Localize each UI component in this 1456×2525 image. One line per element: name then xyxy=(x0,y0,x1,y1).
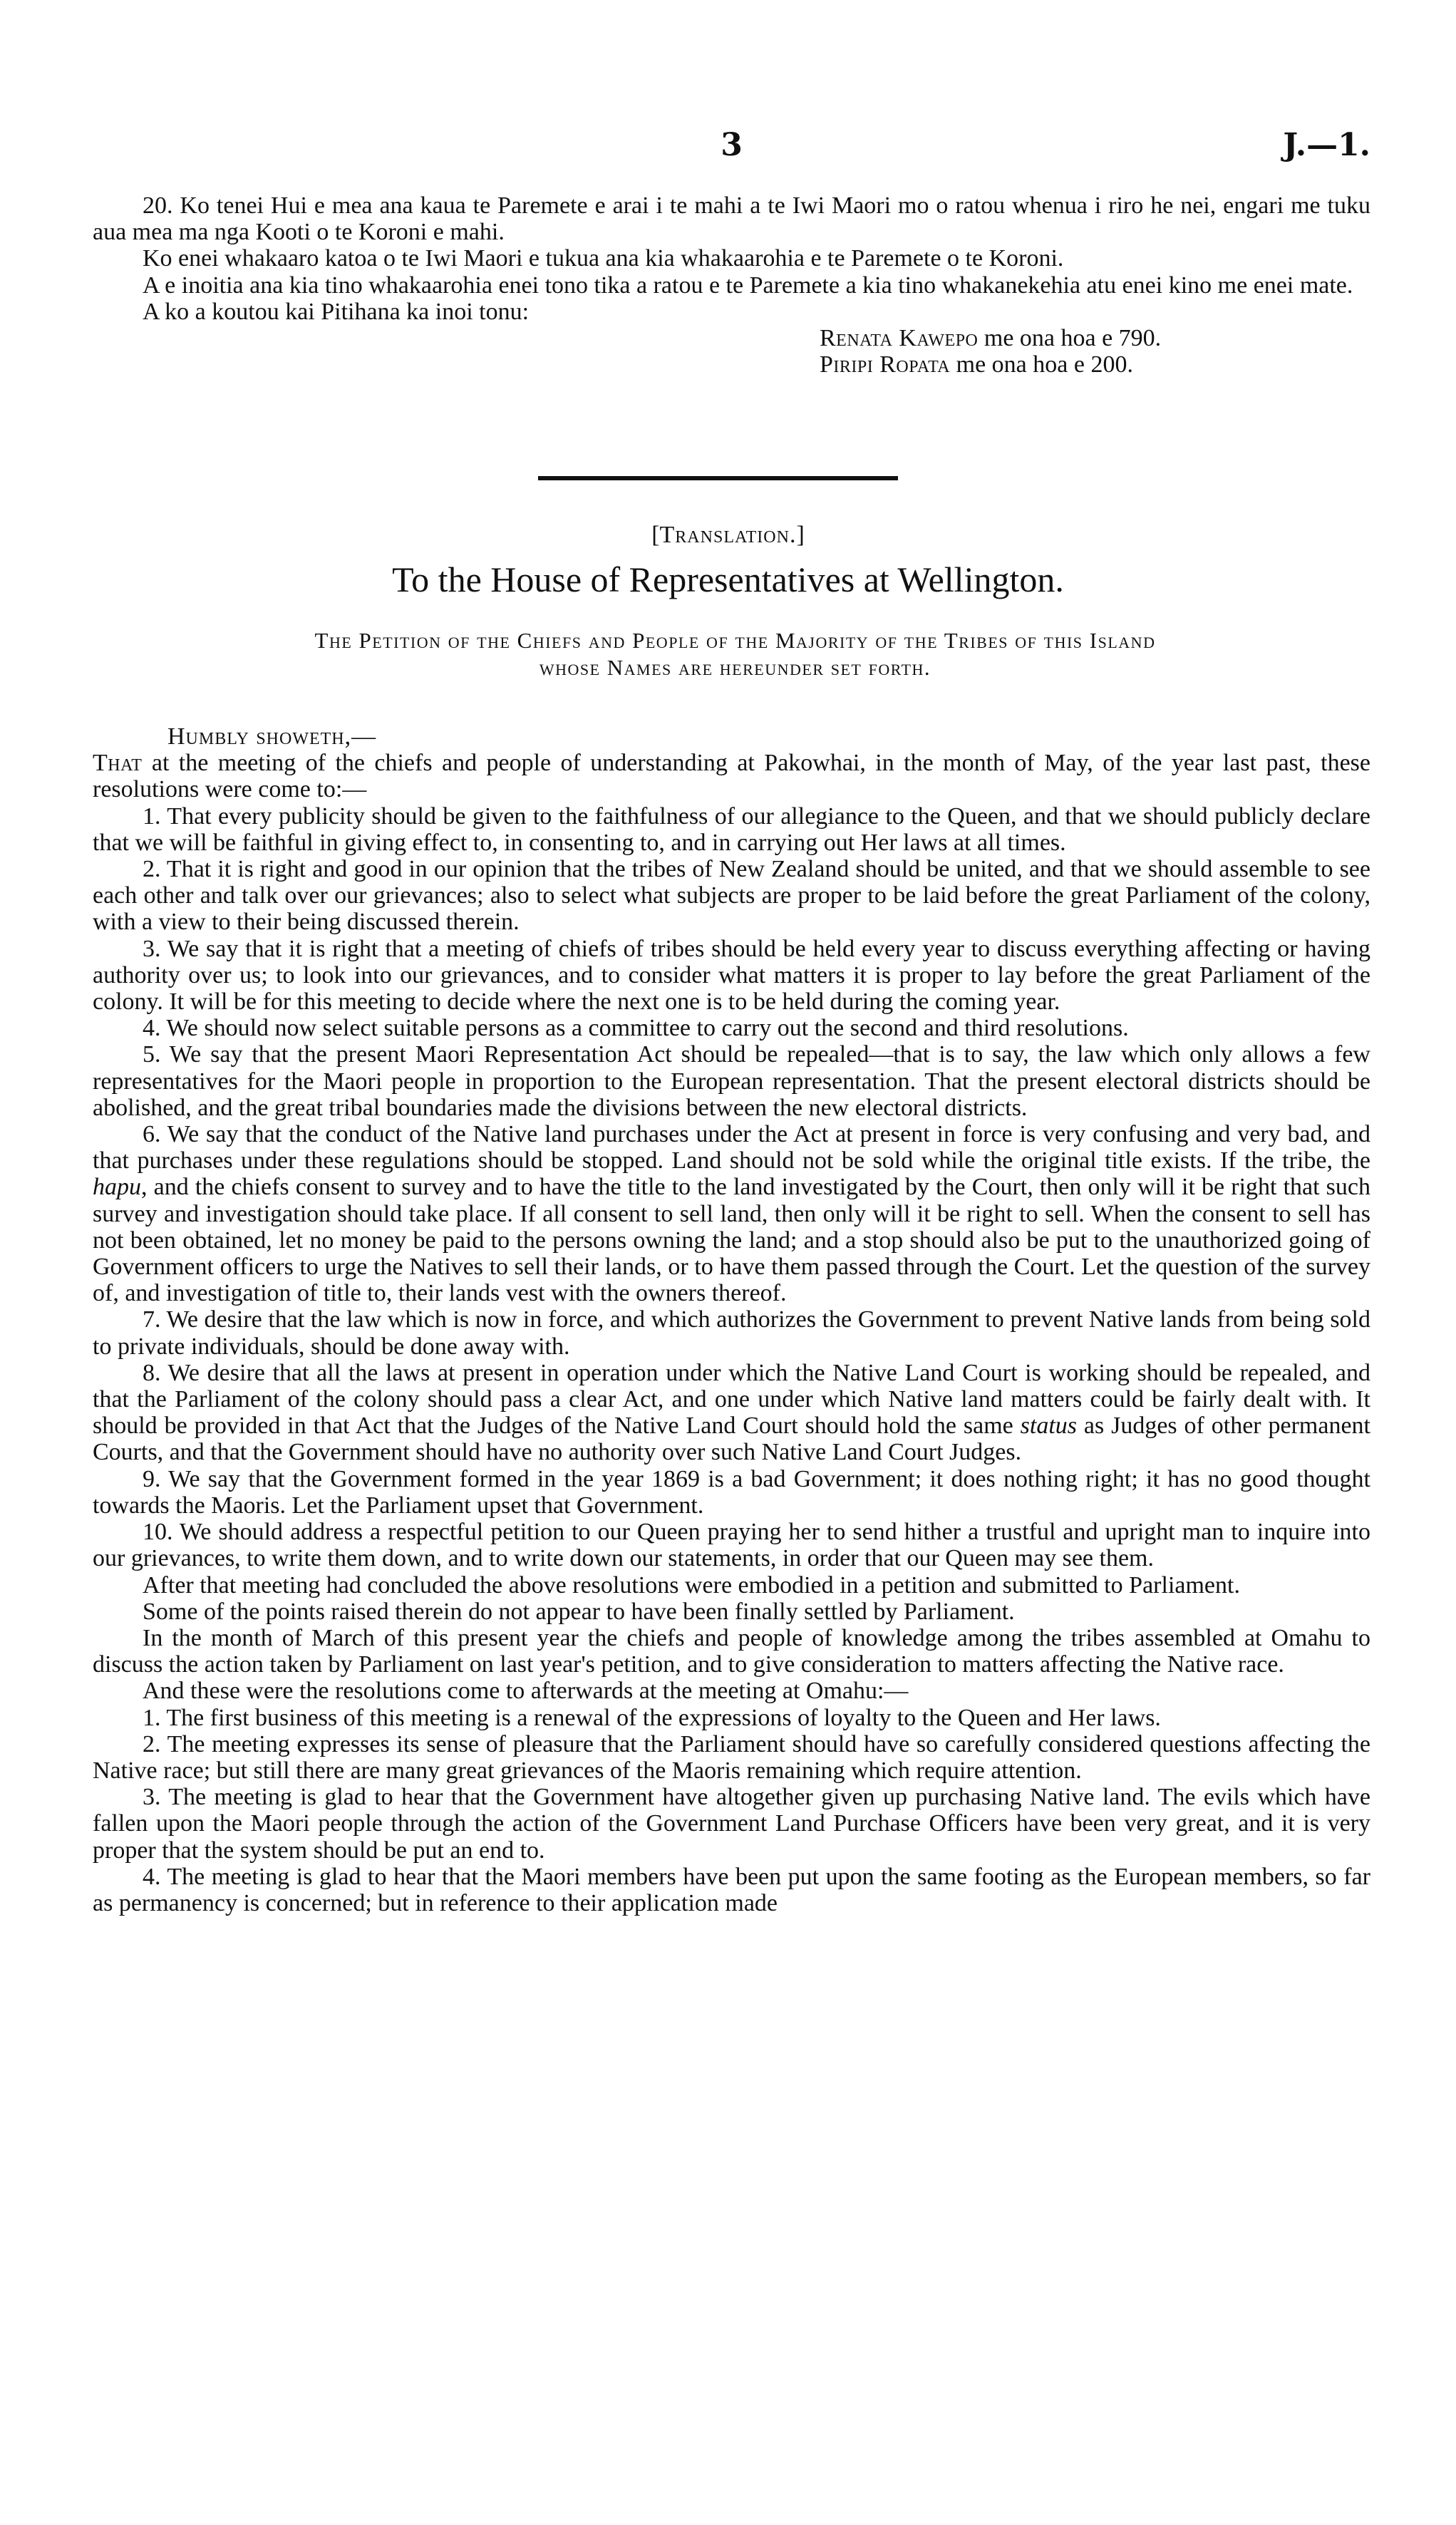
signatory-name: Renata Kawepo xyxy=(820,325,979,352)
omahu-resolution-paragraph: 2. The meeting expresses its sense of pleasure that the Parliament should have so carefully considered questions affecting the Native race; but still there are many great grievances of the Maoris remaining which require attention. xyxy=(93,1730,1370,1784)
petition-title: To the House of Representatives at Wellington. xyxy=(392,559,1064,599)
italic-term: status xyxy=(1020,1413,1078,1440)
maori-paragraph: 20. Ko tenei Hui e mea ana kaua te Paremete e arai i te mahi a te Iwi Maori mo o ratou whenua i riro he nei, engari me tuku aua mea ma nga Kooti o te Koroni e mahi. xyxy=(93,192,1370,246)
resolution-paragraph: 9. We say that the Government formed in the year 1869 is a bad Government; it does nothing right; it has no good thought towards the Maoris. Let the Parliament upset that Government. xyxy=(93,1465,1370,1519)
salutation: Humbly showeth,— xyxy=(167,723,377,750)
text-run: 6. We say that the conduct of the Native land purchases under the Act at present in force is very confusing and very bad, and that purchases under these regulations should be stopped. Land should not be sold while the original title exists. If the tribe, the xyxy=(93,1121,1370,1174)
page-number: 3 xyxy=(721,127,743,163)
resolution-paragraph: 3. We say that it is right that a meeting of chiefs of tribes should be held every year to discuss everything affecting or having authority over us; to look into our grievances, and to consider what matters it is proper to lay before the great Parliament of the colony. It will be for this meeting to decide where the next one is to be held during the coming year. xyxy=(93,935,1370,1016)
omahu-resolution-paragraph: 3. The meeting is glad to hear that the Government have altogether given up purchasing Native land. The evils which have fallen upon the Maori people through the action of the Government Land Purchase Officers have been very great, and it is very proper that the system should be put an end to. xyxy=(93,1784,1370,1864)
resolution-paragraph xyxy=(93,1360,1370,1466)
signatory-name: Piripi Ropata xyxy=(820,351,951,378)
translation-label xyxy=(0,522,1456,549)
maori-text-section xyxy=(93,192,1370,378)
section-divider xyxy=(538,476,898,480)
narrative-paragraph: In the month of March of this present year the chiefs and people of knowledge among the tribes assembled at Omahu to discuss the action taken by Parliament on last year's petition, and to give consideration to matters affecting the Native race. xyxy=(93,1624,1370,1678)
resolution-paragraph: 10. We should address a respectful petition to our Queen praying her to send hither a trustful and upright man to inquire into our grievances, to write them down, and to write down our statements, in order that our Queen may see them. xyxy=(93,1519,1370,1572)
opening-text: at the meeting of the chiefs and people of understanding at Pakowhai, in the month of May, of the year last past, these resolutions were come to:— xyxy=(93,750,1370,803)
omahu-resolution-paragraph: 4. The meeting is glad to hear that the Maori members have been put upon the same footing as the European members, so far as permanency is concerned; but in reference to their application made xyxy=(93,1863,1370,1916)
resolution-paragraph: 2. That it is right and good in our opinion that the tribes of New Zealand should be united, and that we should assemble to see each other and talk over our grievances; also to select what subjects are proper to be laid before the great Parliament of the colony, with a view to their being discussed therein. xyxy=(93,856,1370,936)
page-header xyxy=(93,127,1370,170)
text-run: as Judges of other permanent Courts, and that the Government should have no authority over such Native Land Court Judges. xyxy=(93,1413,1371,1466)
resolution-paragraph: 1. That every publicity should be given to the faithfulness of our allegiance to the Queen, and that we should publicly declare that we will be faithful in giving effect to, in consenting to, and in carrying out Her laws at all times. xyxy=(93,802,1370,856)
petition-subtitle xyxy=(100,627,1370,681)
signatory-rest: me ona hoa e 790. xyxy=(978,325,1162,352)
subtitle-line: whose Names are hereunder set forth. xyxy=(539,655,931,680)
maori-paragraph: A e inoitia ana kia tino whakaarohia enei tono tika a ratou e te Paremete a kia tino whakanekehia atu enei kino me enei mate. xyxy=(143,272,1353,299)
italic-term: hapu xyxy=(93,1174,141,1201)
document-reference: J.—1. xyxy=(1283,127,1370,163)
maori-paragraph: Ko enei whakaaro katoa o te Iwi Maori e tukua ana kia whakaarohia e te Paremete o te Koroni. xyxy=(143,245,1064,272)
signatory-rest: me ona hoa e 200. xyxy=(950,351,1133,378)
bracket-close: ] xyxy=(796,522,805,548)
resolution-paragraph xyxy=(93,1121,1370,1306)
opening-paragraph xyxy=(93,750,1370,802)
signature-line xyxy=(820,351,1370,378)
narrative-paragraph: Some of the points raised therein do not appear to have been finally settled by Parliament. xyxy=(143,1598,1015,1625)
maori-paragraph: A ko a koutou kai Pitihana ka inoi tonu: xyxy=(143,298,530,325)
narrative-paragraph: After that meeting had concluded the above resolutions were embodied in a petition and submitted to Parliament. xyxy=(143,1571,1240,1599)
resolution-paragraph: 7. We desire that the law which is now in force, and which authorizes the Government to prevent Native lands from being sold to private individuals, should be done away with. xyxy=(93,1306,1370,1360)
bracket-open: [ xyxy=(651,522,660,548)
narrative-paragraph: And these were the resolutions come to afterwards at the meeting at Omahu:— xyxy=(143,1678,909,1705)
resolution-paragraph: 4. We should now select suitable persons as a committee to carry out the second and third resolutions. xyxy=(143,1015,1129,1042)
translation-body xyxy=(93,723,1370,1916)
opening-word: That xyxy=(93,750,143,777)
text-run: , and the chiefs consent to survey and to have the title to the land investigated by the Court, then only will it be right that such survey and investigation should take place. If all consent to sell land, then only will it be right to sell. When the consent to sell has not been obtained, let no money be paid to the persons owning the land; and a stop should also be put to the unauthorized going of Government officers to urge the Natives to sell their lands, or to have them passed through the Court. Let the question of the survey of, and investigation of title to, their lands vest with the owners thereof. xyxy=(93,1174,1370,1307)
text-run: 8. We desire that all the laws at present in operation under which the Native Land Court is working should be repealed, and that the Parliament of the colony should pass a clear Act, and one under which Native land matters could be fairly dealt with. It should be provided in that Act that the Judges of the Native Land Court should hold the same xyxy=(93,1359,1370,1440)
translation-label-text: Translation. xyxy=(659,522,797,548)
resolution-paragraph: 5. We say that the present Maori Representation Act should be repealed—that is to say, the law which only allows a few representatives for the Maori people in proportion to the European representation. That the present electoral districts should be abolished, and the great tribal boundaries made the divisions between the new electoral districts. xyxy=(93,1041,1370,1121)
omahu-resolution-paragraph: 1. The first business of this meeting is a renewal of the expressions of loyalty to the Queen and Her laws. xyxy=(143,1704,1161,1731)
subtitle-line: The Petition of the Chiefs and People of the Majority of the Tribes of this Island xyxy=(314,628,1156,653)
signature-line xyxy=(820,325,1370,351)
